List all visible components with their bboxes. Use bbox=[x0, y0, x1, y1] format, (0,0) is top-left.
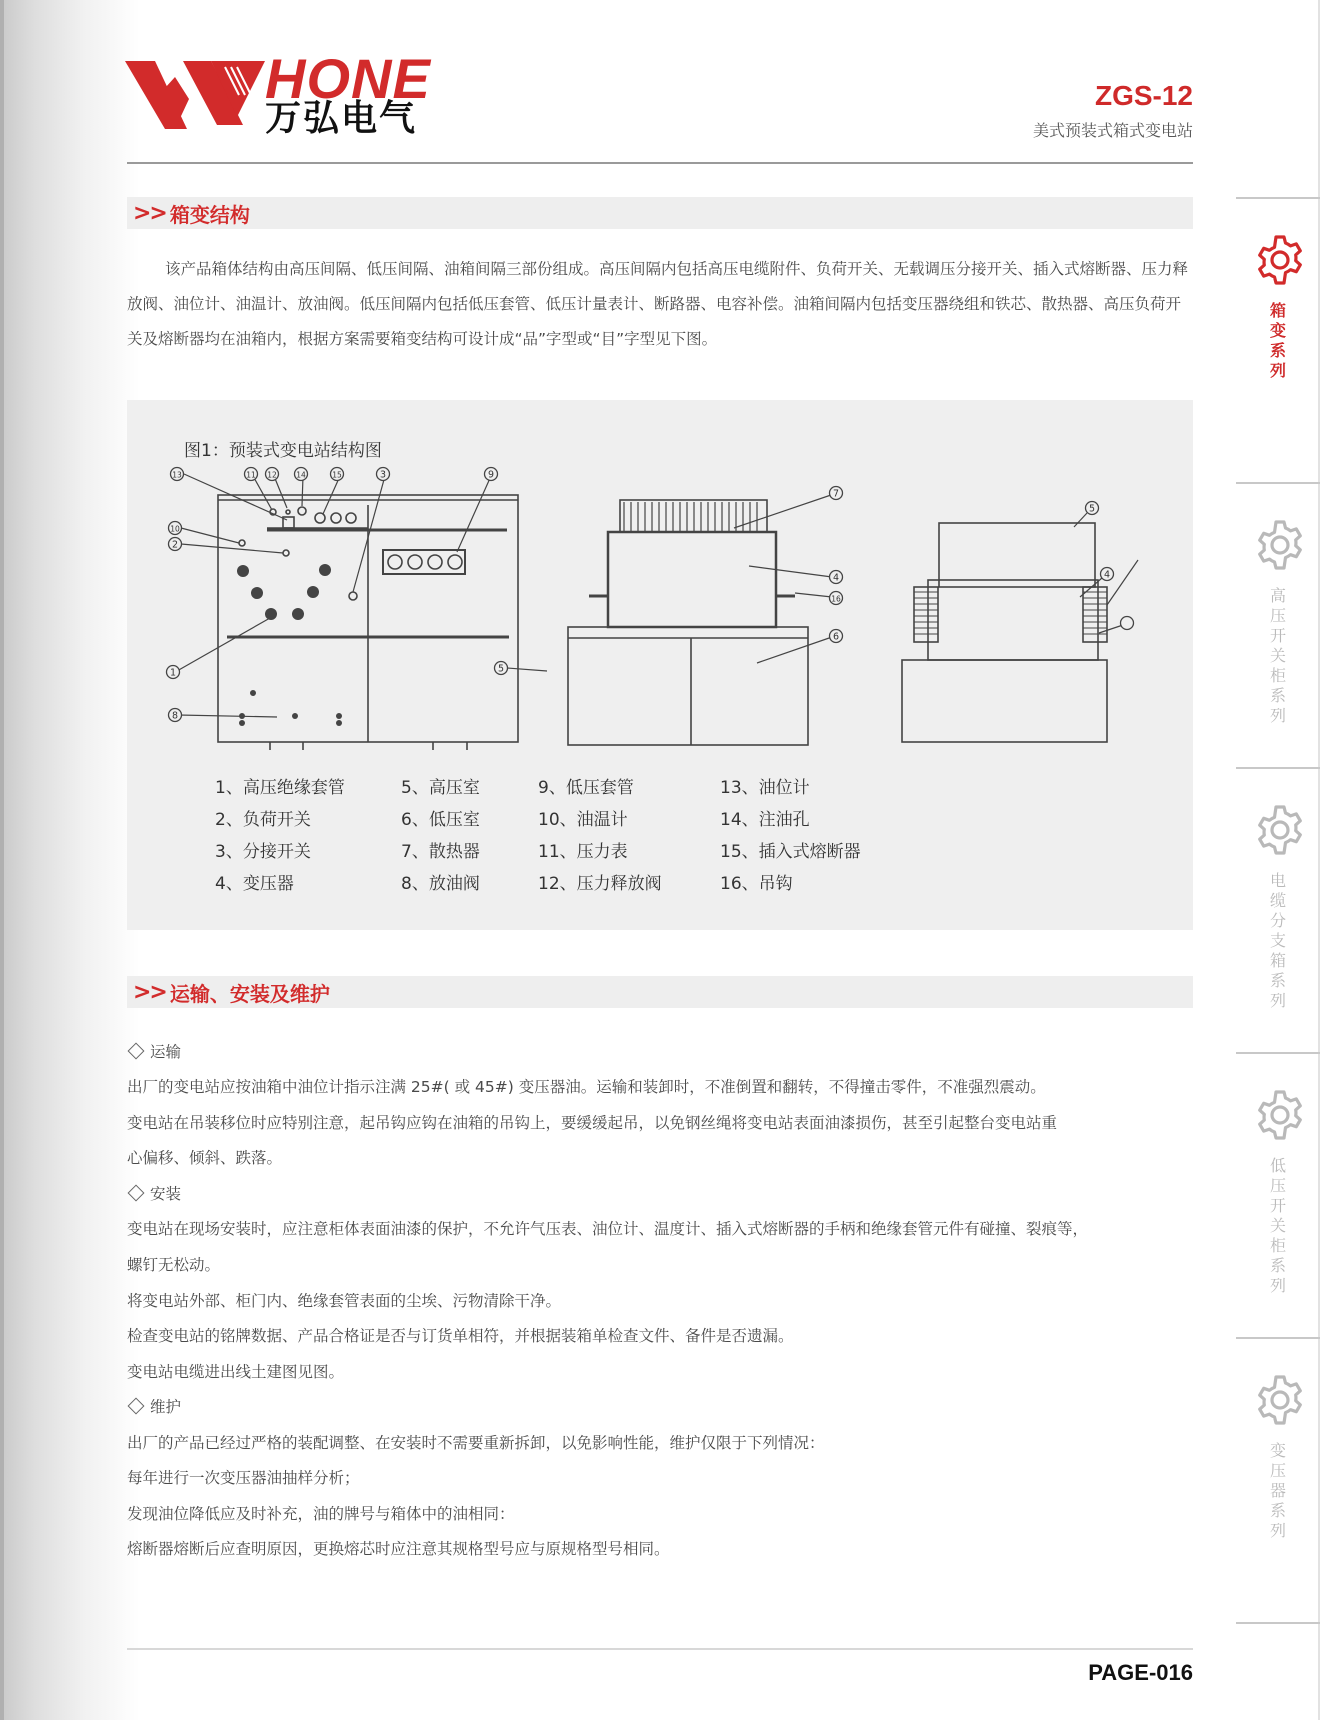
tab-divider bbox=[1236, 482, 1320, 484]
chevron-icon: >> bbox=[133, 979, 166, 1005]
logo-chinese-name: 万弘电气 bbox=[265, 98, 418, 139]
gear-icon bbox=[1253, 1373, 1307, 1427]
callout-marker bbox=[266, 468, 279, 481]
footer-divider bbox=[127, 1648, 1193, 1650]
side-view-2 bbox=[902, 523, 1107, 742]
body-line: 变电站电缆进出线土建图见图。 bbox=[127, 1363, 345, 1381]
legend-item: 9、低压套管 bbox=[538, 778, 634, 798]
legend-column bbox=[720, 772, 861, 900]
tab-divider bbox=[1236, 197, 1320, 199]
callout-marker bbox=[169, 522, 182, 535]
callout-number: 5 bbox=[1088, 503, 1096, 515]
model-name: 美式预装式箱式变电站 bbox=[1032, 121, 1193, 140]
figure-caption: 图1：预装式变电站结构图 bbox=[184, 441, 382, 461]
legend-item: 15、插入式熔断器 bbox=[720, 842, 861, 862]
legend-item: 2、负荷开关 bbox=[215, 810, 311, 830]
callout-number: 16 bbox=[831, 594, 841, 604]
section-header-structure bbox=[127, 197, 1193, 229]
callout-number: 2 bbox=[171, 539, 179, 551]
tab-label-char: 开 bbox=[1269, 626, 1286, 645]
tab-label-char: 列 bbox=[1269, 991, 1286, 1010]
tab-label-char: 系 bbox=[1269, 1256, 1286, 1275]
callout-marker bbox=[830, 487, 843, 500]
callout-number: 13 bbox=[172, 470, 182, 480]
legend-item: 1、高压绝缘套管 bbox=[215, 778, 345, 798]
body-line: 心偏移、倾斜、跌落。 bbox=[127, 1149, 283, 1167]
diamond-bullet-icon bbox=[128, 1398, 145, 1415]
callout-number: 5 bbox=[497, 663, 505, 675]
tab-label-char: 高 bbox=[1269, 586, 1286, 605]
legend-item: 12、压力释放阀 bbox=[538, 874, 662, 894]
tab-label-char: 变 bbox=[1269, 321, 1286, 340]
page-binding-shadow bbox=[0, 0, 140, 1720]
subheading-text: 安装 bbox=[150, 1185, 182, 1203]
company-logo bbox=[125, 47, 445, 145]
callout-marker bbox=[830, 571, 843, 584]
tab-label bbox=[1236, 871, 1320, 1011]
legend-item: 14、注油孔 bbox=[720, 810, 810, 830]
tab-label-char: 系 bbox=[1269, 686, 1286, 705]
paragraph-text: 该产品箱体结构由高压间隔、低压间隔、油箱间隔三部份组成。高压间隔内包括高压电缆附件、负荷开关、无载调压分接开关、插入式熔断器、压力释放阀、油位计、油温计、放油阀。低压间隔内包括低压套管、低压计量表计、断路器、电容补偿。油箱间隔内包括变压器绕组和铁芯、散热器、高压负荷开关及熔断器均在油箱内，根据方案需要箱变结构可设计成“品”字型或“目”字型见下图。 bbox=[127, 260, 1189, 348]
callout-number: 11 bbox=[246, 470, 256, 480]
body-line: 检查变电站的铭牌数据、产品合格证是否与订货单相符，并根据装箱单检查文件、备件是否遗漏。 bbox=[127, 1327, 794, 1345]
gear-icon bbox=[1253, 233, 1307, 287]
callout-number: 6 bbox=[832, 631, 840, 643]
tab-label-char: 列 bbox=[1269, 1521, 1286, 1540]
legend-item: 10、油温计 bbox=[538, 810, 628, 830]
page-number: PAGE-016 bbox=[1088, 1660, 1193, 1685]
tab-divider bbox=[1236, 1622, 1320, 1624]
legend-item: 5、高压室 bbox=[401, 778, 480, 798]
subheading-maintain bbox=[127, 1395, 181, 1417]
callout-marker bbox=[830, 592, 843, 605]
tab-label-char: 开 bbox=[1269, 1196, 1286, 1215]
model-code: ZGS-12 bbox=[1094, 80, 1193, 111]
body-line: 将变电站外部、柜门内、绝缘套管表面的尘埃、污物清除干净。 bbox=[127, 1292, 562, 1310]
tab-divider bbox=[1236, 1337, 1320, 1339]
callout-number: 12 bbox=[267, 470, 277, 480]
tab-label-char: 低 bbox=[1269, 1156, 1286, 1175]
structure-paragraph bbox=[127, 252, 1193, 357]
subheading-transport bbox=[127, 1040, 181, 1062]
tab-label-char: 柜 bbox=[1269, 1236, 1286, 1255]
side-view-1 bbox=[568, 500, 808, 745]
callout-circle bbox=[1121, 617, 1134, 630]
legend-item: 13、油位计 bbox=[720, 778, 810, 798]
side1-leader-lines bbox=[507, 495, 832, 671]
tab-label-char: 压 bbox=[1269, 1176, 1286, 1195]
callout-marker bbox=[485, 468, 498, 481]
diamond-bullet-icon bbox=[128, 1043, 145, 1060]
header-divider bbox=[127, 162, 1193, 164]
callout-number: 14 bbox=[296, 470, 306, 480]
legend-item: 6、低压室 bbox=[401, 810, 480, 830]
legend-item: 8、放油阀 bbox=[401, 874, 480, 894]
tab-label-char: 系 bbox=[1269, 341, 1286, 360]
body-line: 熔断器熔断后应查明原因，更换熔芯时应注意其规格型号应与原规格型号相同。 bbox=[127, 1540, 670, 1558]
tab-label-char: 压 bbox=[1269, 606, 1286, 625]
callout-number: 9 bbox=[487, 469, 495, 481]
legend-column bbox=[538, 772, 662, 900]
front-leader-lines bbox=[177, 474, 491, 717]
callout-number: 3 bbox=[379, 469, 387, 481]
tab-label-char: 关 bbox=[1269, 646, 1286, 665]
tab-label bbox=[1236, 1441, 1320, 1541]
tab-label-char: 支 bbox=[1269, 931, 1286, 950]
diamond-bullet-icon bbox=[128, 1185, 145, 1202]
callout-marker bbox=[167, 666, 180, 679]
callout-number: 10 bbox=[170, 524, 180, 534]
gear-icon bbox=[1253, 803, 1307, 857]
tab-label bbox=[1236, 586, 1320, 726]
tab-label-char: 压 bbox=[1269, 1461, 1286, 1480]
tab-label-char: 列 bbox=[1269, 361, 1286, 380]
callout-marker bbox=[1086, 502, 1099, 515]
tab-divider bbox=[1236, 1052, 1320, 1054]
body-line: 出厂的产品已经过严格的装配调整、在安装时不需要重新拆卸，以免影响性能，维护仅限于下列情况： bbox=[127, 1434, 825, 1452]
legend-item: 11、压力表 bbox=[538, 842, 628, 862]
callout-number: 7 bbox=[832, 488, 840, 500]
subheading-text: 维护 bbox=[150, 1398, 182, 1416]
callout-number: 1 bbox=[169, 667, 177, 679]
legend-column bbox=[215, 772, 345, 900]
tab-label-char: 分 bbox=[1269, 911, 1286, 930]
callout-marker bbox=[171, 468, 184, 481]
body-line: 发现油位降低应及时补充，油的牌号与箱体中的油相同： bbox=[127, 1505, 515, 1523]
section-title: 运输、安装及维护 bbox=[169, 981, 330, 1006]
tab-label-char: 柜 bbox=[1269, 666, 1286, 685]
chevron-icon: >> bbox=[133, 200, 166, 226]
tab-label-char: 器 bbox=[1269, 1481, 1286, 1500]
hv-bushings bbox=[237, 564, 342, 726]
callout-number: 4 bbox=[832, 572, 840, 584]
tab-label-char: 关 bbox=[1269, 1216, 1286, 1235]
tab-label-char: 变 bbox=[1269, 1441, 1286, 1460]
tab-label-char: 系 bbox=[1269, 1501, 1286, 1520]
side-radiator-fins bbox=[914, 592, 1107, 634]
w-logo-mark bbox=[125, 59, 265, 139]
tab-label-char: 箱 bbox=[1269, 951, 1286, 970]
gear-icon bbox=[1253, 518, 1307, 572]
lv-bushings bbox=[388, 555, 462, 569]
substation-diagram bbox=[127, 400, 1193, 770]
callout-marker bbox=[495, 662, 508, 675]
legend-item: 7、散热器 bbox=[401, 842, 480, 862]
callout-number: 8 bbox=[171, 710, 179, 722]
tab-label-char: 缆 bbox=[1269, 891, 1286, 910]
logo-wordmark: HONE bbox=[265, 47, 431, 110]
legend-item: 3、分接开关 bbox=[215, 842, 311, 862]
tab-label bbox=[1236, 1156, 1320, 1296]
callout-number: 15 bbox=[332, 470, 342, 480]
callout-marker bbox=[1101, 568, 1114, 581]
callout-marker bbox=[331, 468, 344, 481]
body-line: 变电站在现场安装时，应注意柜体表面油漆的保护，不允许气压表、油位计、温度计、插入式熔断器的手柄和绝缘套管元件有碰撞、裂痕等， bbox=[127, 1220, 1089, 1238]
callout-marker bbox=[830, 630, 843, 643]
tab-label-char: 列 bbox=[1269, 706, 1286, 725]
body-line: 变电站在吊装移位时应特别注意，起吊钩应钩在油箱的吊钩上，要缓缓起吊，以免钢丝绳将变电站表面油漆损伤，甚至引起整台变电站重 bbox=[127, 1114, 1058, 1132]
tab-label-char: 电 bbox=[1269, 871, 1286, 890]
tab-divider bbox=[1236, 767, 1320, 769]
tab-label-char: 列 bbox=[1269, 1276, 1286, 1295]
callout-marker bbox=[169, 709, 182, 722]
legend-item: 4、变压器 bbox=[215, 874, 294, 894]
body-line: 螺钉无松动。 bbox=[127, 1256, 221, 1274]
callout-marker bbox=[169, 538, 182, 551]
body-line: 出厂的变电站应按油箱中油位计指示注满 25#( 或 45#) 变压器油。运输和装卸时，不准倒置和翻转，不得撞击零件，不准强烈震动。 bbox=[127, 1078, 1046, 1096]
callout-marker bbox=[1121, 617, 1134, 630]
subheading-install bbox=[127, 1182, 181, 1204]
tab-label bbox=[1236, 301, 1320, 381]
callout-marker bbox=[245, 468, 258, 481]
callout-marker bbox=[377, 468, 390, 481]
tab-label-char: 箱 bbox=[1269, 301, 1286, 320]
callout-marker bbox=[295, 468, 308, 481]
legend-item: 16、吊钩 bbox=[720, 874, 793, 894]
structure-figure bbox=[127, 400, 1193, 930]
legend-column bbox=[401, 772, 480, 900]
tab-label-char: 系 bbox=[1269, 971, 1286, 990]
subheading-text: 运输 bbox=[150, 1043, 182, 1061]
section-title: 箱变结构 bbox=[169, 202, 250, 227]
body-line: 每年进行一次变压器油抽样分析； bbox=[127, 1469, 360, 1487]
section-header-transport bbox=[127, 976, 1193, 1008]
gear-icon bbox=[1253, 1088, 1307, 1142]
callout-number: 4 bbox=[1103, 569, 1111, 581]
